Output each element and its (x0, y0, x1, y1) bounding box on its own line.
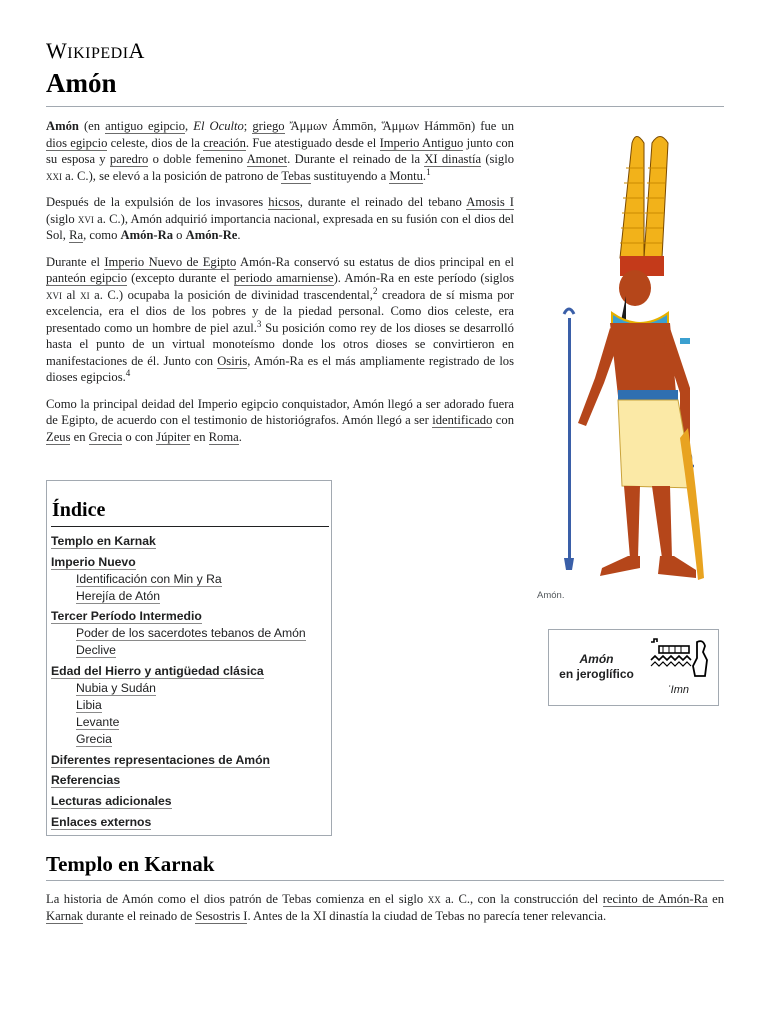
section-karnak-paragraph (46, 891, 724, 924)
inline-link[interactable]: Tebas (281, 168, 311, 183)
toc-divider (51, 526, 329, 527)
toc-item-label: Nubia y Sudán (76, 681, 156, 696)
inline-link[interactable]: Amosis I (466, 195, 514, 209)
toc-item[interactable] (51, 752, 329, 769)
text-run: o con (122, 429, 157, 444)
reference-marker[interactable]: 4 (125, 367, 131, 378)
inline-link[interactable]: Ra (69, 228, 84, 242)
text-run: Amón-Ra conservó su estatus de dios principal en el (236, 254, 514, 269)
intro-text (46, 118, 514, 455)
toc-item-label: Diferentes representaciones de Amón (51, 752, 270, 767)
toc-item-label: Referencias (51, 773, 121, 788)
hieroglyph-transliteration: ʾImn (667, 684, 689, 696)
text-run: ; (243, 119, 253, 133)
text-run: Después de la expulsión de los invasores (46, 195, 269, 209)
inline-link[interactable]: Sesostris I (195, 908, 248, 923)
inline-link[interactable]: Montu (389, 168, 423, 183)
figure-caption: Amón. (537, 590, 565, 601)
toc-item-label: Libia (76, 698, 102, 713)
text-run: . Fue atestiguado desde el (245, 135, 380, 150)
toc-subitem[interactable] (51, 625, 329, 642)
toc-item-label: Imperio Nuevo (51, 554, 136, 569)
toc-item-label: Templo en Karnak (51, 534, 156, 548)
text-run: , durante el reinado del tebano (299, 195, 467, 209)
amun-figure-icon (540, 128, 724, 588)
text-run: (siglo (481, 152, 515, 166)
hieroglyph-label: en jeroglífico (559, 667, 634, 681)
text-run: o doble femenino (148, 152, 247, 166)
inline-link[interactable]: periodo amarniense (233, 271, 334, 285)
intro-paragraph-1 (46, 118, 514, 184)
inline-link[interactable]: Júpiter (156, 429, 191, 444)
inline-link[interactable]: Amonet (246, 152, 288, 166)
bold-term: Amón-Ra (120, 228, 174, 242)
toc-heading: Índice (52, 499, 106, 521)
inline-link[interactable]: Karnak (46, 908, 84, 923)
toc-item[interactable] (51, 793, 329, 810)
text-run: a. C.), Amón adquirió importancia nacional, expresada en su fusión con el dios del Sol, (46, 211, 514, 242)
toc-item-label: Enlaces externos (51, 814, 152, 829)
reference-marker[interactable]: 2 (372, 285, 378, 296)
toc-subitem[interactable] (51, 714, 329, 731)
toc-item[interactable] (51, 663, 329, 680)
text-run: celeste, dios de la (107, 135, 204, 150)
text-run: a. C.) ocupaba la posición de divinidad trascendental, (89, 287, 373, 302)
toc-item-label: Tercer Período Intermedio (51, 609, 202, 624)
hieroglyph-name: Amón (579, 652, 614, 666)
italic-term: El Oculto (193, 119, 244, 133)
toc-subitem[interactable] (51, 571, 329, 588)
wordmark-w: W (46, 38, 68, 63)
intro-paragraph-3 (46, 254, 514, 386)
toc-item[interactable] (51, 554, 329, 571)
century-numeral: xxi (46, 168, 62, 183)
text-run: en (707, 892, 724, 906)
inline-link[interactable]: griego (252, 119, 285, 133)
toc-item-label: Declive (76, 643, 116, 658)
page-title: Amón (46, 68, 117, 98)
century-numeral: xi (80, 287, 90, 302)
inline-link[interactable]: recinto de Amón-Ra (602, 892, 708, 906)
reference-marker[interactable]: 3 (256, 318, 262, 329)
toc-item[interactable] (51, 533, 329, 550)
text-run: junto con su esposa y (46, 135, 514, 166)
text-run: con (492, 413, 514, 427)
toc-item-label: Identificación con Min y Ra (76, 571, 222, 586)
text-run: . (422, 168, 427, 183)
text-run: creadora de sí misma por excelencia, era el dios de los pobres y de la piedad personal. Como dios celeste, era presentado como un hombre de piel azul. (46, 287, 514, 335)
inline-link[interactable]: Osiris (217, 353, 248, 368)
inline-link[interactable]: Imperio Nuevo de Egipto (104, 254, 237, 269)
text-run: al (62, 287, 81, 302)
inline-link[interactable]: hicsos (268, 195, 300, 209)
text-run: Como la principal deidad del Imperio egipcio conquistador, Amón llegó a ser adorado fuera de Egipto, de acuerdo con el testimonio de historiógrafos. Amón llegó a ser (46, 396, 514, 427)
toc-item[interactable] (51, 814, 329, 831)
text-run: sustituyendo a (310, 168, 390, 183)
inline-link[interactable]: paredro (109, 152, 149, 166)
text-run: . Durante el reinado de la (287, 152, 425, 166)
text-run: en (190, 429, 209, 444)
toc-subitem[interactable] (51, 588, 329, 605)
toc-item[interactable] (51, 772, 329, 789)
inline-link[interactable]: XI dinastía (424, 152, 482, 166)
toc-item-label: Lecturas adicionales (51, 794, 172, 809)
section-karnak-text (46, 891, 724, 934)
toc-subitem[interactable] (51, 680, 329, 697)
inline-link[interactable]: panteón egipcio (46, 271, 128, 285)
century-numeral: xx (427, 892, 441, 906)
intro-paragraph-2 (46, 194, 514, 244)
text-run: o (173, 228, 186, 242)
toc-item-label: Edad del Hierro y antigüedad clásica (51, 664, 264, 679)
bold-term: Amón-Re (185, 228, 238, 242)
wordmark-a: A (128, 38, 145, 63)
table-of-contents (46, 480, 332, 836)
text-run: , como (83, 228, 121, 242)
text-run: Su posición como rey de los dioses se desarrolló hasta el punto de un virtual monoteísmo donde los otros dioses se convirtieron en manifestaciones de él. Junto con (46, 320, 514, 368)
inline-link[interactable]: Imperio Antiguo (379, 135, 464, 150)
bold-term: Amón (46, 119, 79, 133)
inline-link[interactable]: Zeus (46, 429, 71, 444)
text-run: La historia de Amón como el dios patrón de Tebas comienza en el siglo (46, 892, 428, 906)
text-run: Ἄμμων Ámmōn, Ἅμμων Hámmōn) fue un (284, 119, 515, 133)
section-heading-karnak: Templo en Karnak (46, 852, 215, 876)
title-divider (46, 106, 724, 107)
century-numeral: xvi (77, 211, 94, 226)
text-run: a. C.), se elevó a la posición de patrono de (62, 168, 282, 183)
century-numeral: xvi (46, 287, 62, 302)
inline-link[interactable]: identificado (432, 413, 493, 427)
text-run: . (237, 228, 241, 242)
toc-subitem[interactable] (51, 642, 329, 659)
text-run: , Amón-Ra es el más ampliamente registrado de los dioses egipcios. (46, 353, 515, 384)
text-run: (en (78, 119, 106, 133)
inline-link[interactable]: dios egipcio (46, 135, 108, 150)
text-run: . (238, 429, 242, 444)
toc-item[interactable] (51, 608, 329, 625)
section-divider (46, 880, 724, 881)
inline-link[interactable]: Roma (208, 429, 239, 444)
toc-item-label: Herejía de Atón (76, 588, 161, 603)
inline-link[interactable]: antiguo egipcio (105, 119, 186, 133)
text-run: en (70, 429, 89, 444)
toc-item-label: Levante (76, 715, 120, 730)
text-run: . Antes de la XI dinastía la ciudad de Tebas no parecía tener relevancia. (247, 908, 607, 923)
hieroglyph-box (548, 629, 719, 706)
text-run: Durante el (46, 254, 105, 269)
toc-item-label: Grecia (76, 732, 112, 747)
text-run: durante el reinado de (83, 908, 196, 923)
inline-link[interactable]: creación (203, 135, 246, 150)
text-run: , (185, 119, 194, 133)
toc-item-label: Poder de los sacerdotes tebanos de Amón (76, 626, 306, 641)
wordmark-mid: IKIPEDI (67, 45, 129, 62)
toc-subitem[interactable] (51, 731, 329, 748)
toc-list (51, 533, 329, 831)
text-run: (excepto durante el (127, 271, 234, 285)
inline-link[interactable]: Grecia (88, 429, 123, 444)
reference-marker[interactable]: 1 (426, 166, 431, 177)
text-run: a. C., con la construcción del (440, 892, 603, 906)
hieroglyph-imn-icon (649, 638, 711, 678)
text-run: ). Amón-Ra en este período (siglos (333, 271, 514, 285)
wikipedia-wordmark[interactable] (46, 38, 145, 64)
intro-paragraph-4 (46, 396, 514, 446)
toc-subitem[interactable] (51, 697, 329, 714)
text-run: (siglo (46, 211, 78, 226)
